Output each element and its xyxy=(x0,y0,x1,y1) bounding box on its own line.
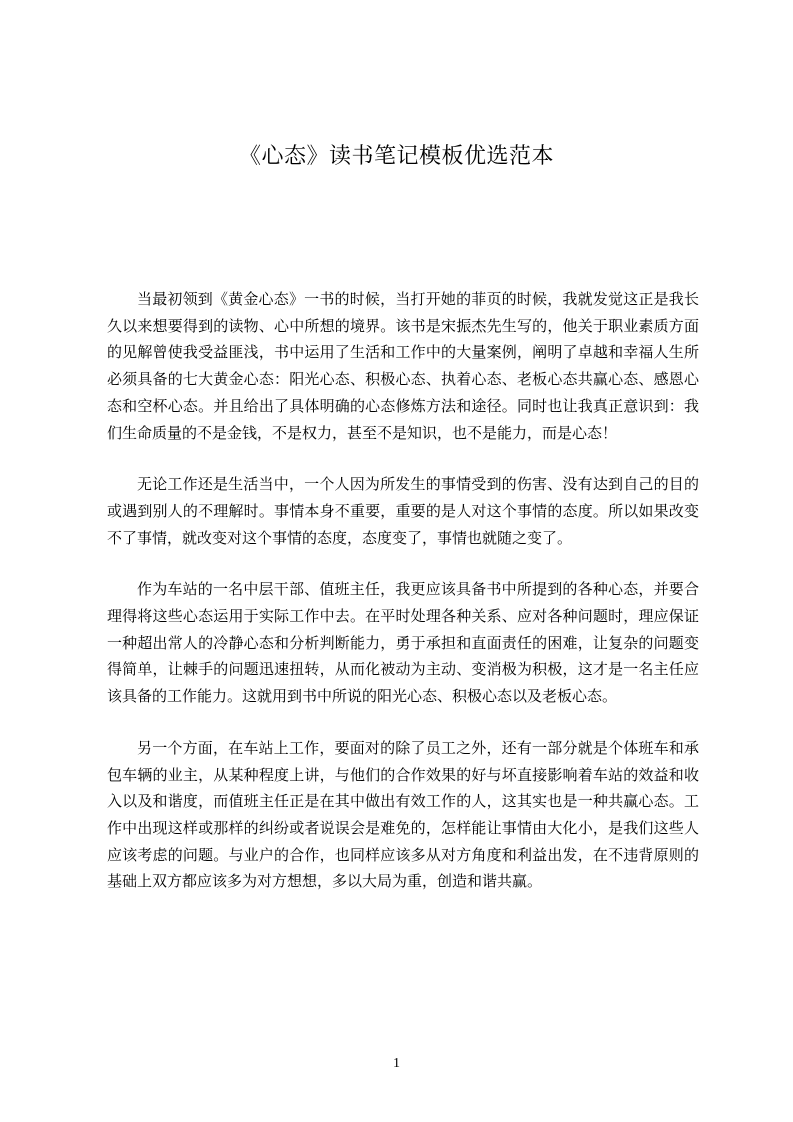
paragraph-3: 作为车站的一名中层干部、值班主任，我更应该具备书中所提到的各种心态，并要合理得将这些心态运用于实际工作中去。在平时处理各种关系、应对各种问题时，理应保证一种超出常人的冷静心态和分析判断能力，勇于承担和直面责任的困难，让复杂的问题变得简单，让棘手的问题迅速扭转，从而化被动为主动、变消极为积极，这才是一名主任应该具备的工作能力。这就用到书中所说的阳光心态、积极心态以及老板心态。 xyxy=(107,580,699,706)
document-body xyxy=(107,286,699,920)
page-number: 1 xyxy=(393,1056,400,1071)
paragraph-1: 当最初领到《黄金心态》一书的时候，当打开她的菲页的时候，我就发觉这正是我长久以来想要得到的读物、心中所想的境界。该书是宋振杰先生写的，他关于职业素质方面的见解曾使我受益匪浅，书中运用了生活和工作中的大量案例，阐明了卓越和幸福人生所必须具备的七大黄金心态：阳光心态、积极心态、执着心态、老板心态共赢心态、感恩心态和空杯心态。并且给出了具体明确的心态修炼方法和途径。同时也让我真正意识到：我们生命质量的不是金钱，不是权力，甚至不是知识，也不是能力，而是心态！ xyxy=(107,290,699,442)
page-title: 《心态》读书笔记模板优选范本 xyxy=(238,144,554,169)
paragraph-4: 另一个方面，在车站上工作，要面对的除了员工之外，还有一部分就是个体班车和承包车辆的业主，从某种程度上讲，与他们的合作效果的好与坏直接影响着车站的效益和收入以及和谐度，而值班主任正是在其中做出有效工作的人，这其实也是一种共赢心态。工作中出现这样或那样的纠纷或者说误会是难免的，怎样能让事情由大化小，是我们这些人应该考虑的问题。与业户的合作，也同样应该多从对方角度和利益出发，在不违背原则的基础上双方都应该多为对方想想，多以大局为重，创造和谐共赢。 xyxy=(107,738,699,891)
paragraph-2: 无论工作还是生活当中，一个人因为所发生的事情受到的伤害、没有达到自己的目的或遇到别人的不理解时。事情本身不重要，重要的是人对这个事情的态度。所以如果改变不了事情，就改变对这个事情的态度，态度变了，事情也就随之变了。 xyxy=(107,475,699,547)
